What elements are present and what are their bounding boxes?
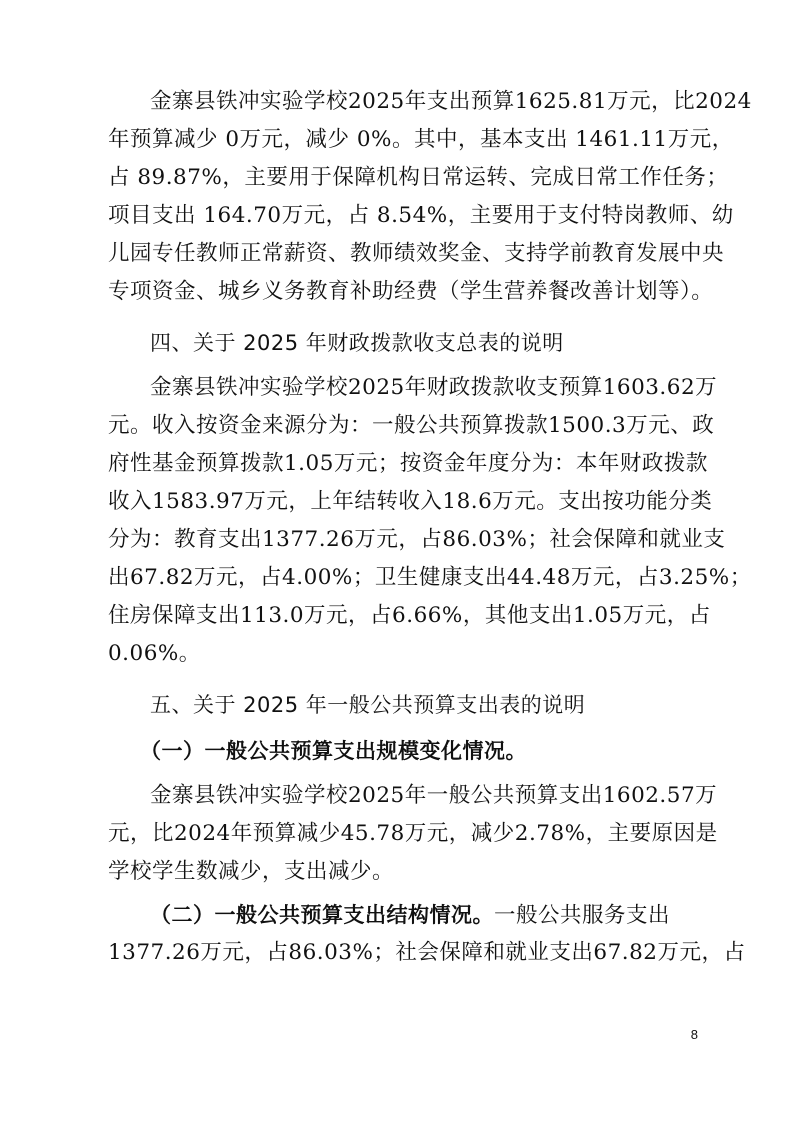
page-number: 8 [690,1027,698,1042]
paragraph-line: 金寨县铁冲实验学校2025年财政拨款收支预算1603.62万 [150,375,718,400]
paragraph-line: 金寨县铁冲实验学校2025年一般公共预算支出1602.57万 [150,783,718,808]
subsection-heading: （二）一般公共预算支出结构情况。 [150,903,494,927]
paragraph-line: 府性基金预算拨款1.05万元；按资金年度分为：本年财政拨款 [108,451,708,476]
paragraph-line: 0.06%。 [108,641,201,666]
section-heading: 四、关于 2025 年财政拨款收支总表的说明 [150,331,564,355]
paragraph-line: 出67.82万元，占4.00%；卫生健康支出44.48万元，占3.25%； [108,565,752,590]
paragraph-line: 元，比2024年预算减少45.78万元，减少2.78%，主要原因是 [108,821,718,846]
paragraph-line: 元。收入按资金来源分为：一般公共预算拨款1500.3万元、政 [108,413,715,438]
subsection-heading: （一）一般公共预算支出规模变化情况。 [140,739,527,763]
paragraph-line: 年预算减少 0万元，减少 0%。其中，基本支出 1461.11万元， [108,127,734,152]
paragraph-line: 项目支出 164.70万元，占 8.54%，主要用于支付特岗教师、幼 [108,203,734,228]
paragraph-line [150,899,698,932]
paragraph-line: 收入1583.97万元，上年结转收入18.6万元。支出按功能分类 [108,489,713,514]
section-heading: 五、关于 2025 年一般公共预算支出表的说明 [150,693,586,717]
paragraph-line: 分为：教育支出1377.26万元，占86.03%；社会保障和就业支 [108,527,726,552]
paragraph-line: 学校学生数减少，支出减少。 [108,859,395,884]
paragraph-line: 1377.26万元，占86.03%；社会保障和就业支出67.82万元，占 [108,940,746,965]
paragraph-line: 住房保障支出113.0万元，占6.66%，其他支出1.05万元，占 [108,603,711,628]
paragraph-line: 占 89.87%，主要用于保障机构日常运转、完成日常工作任务； [108,165,729,190]
paragraph-line: 儿园专任教师正常薪资、教师绩效奖金、支持学前教育发展中央 [108,241,725,266]
paragraph-line: 专项资金、城乡义务教育补助经费（学生营养餐改善计划等）。 [108,279,714,304]
paragraph-line: 金寨县铁冲实验学校2025年支出预算1625.81万元，比2024 [150,89,752,114]
paragraph-text: 一般公共服务支出 [494,903,671,928]
